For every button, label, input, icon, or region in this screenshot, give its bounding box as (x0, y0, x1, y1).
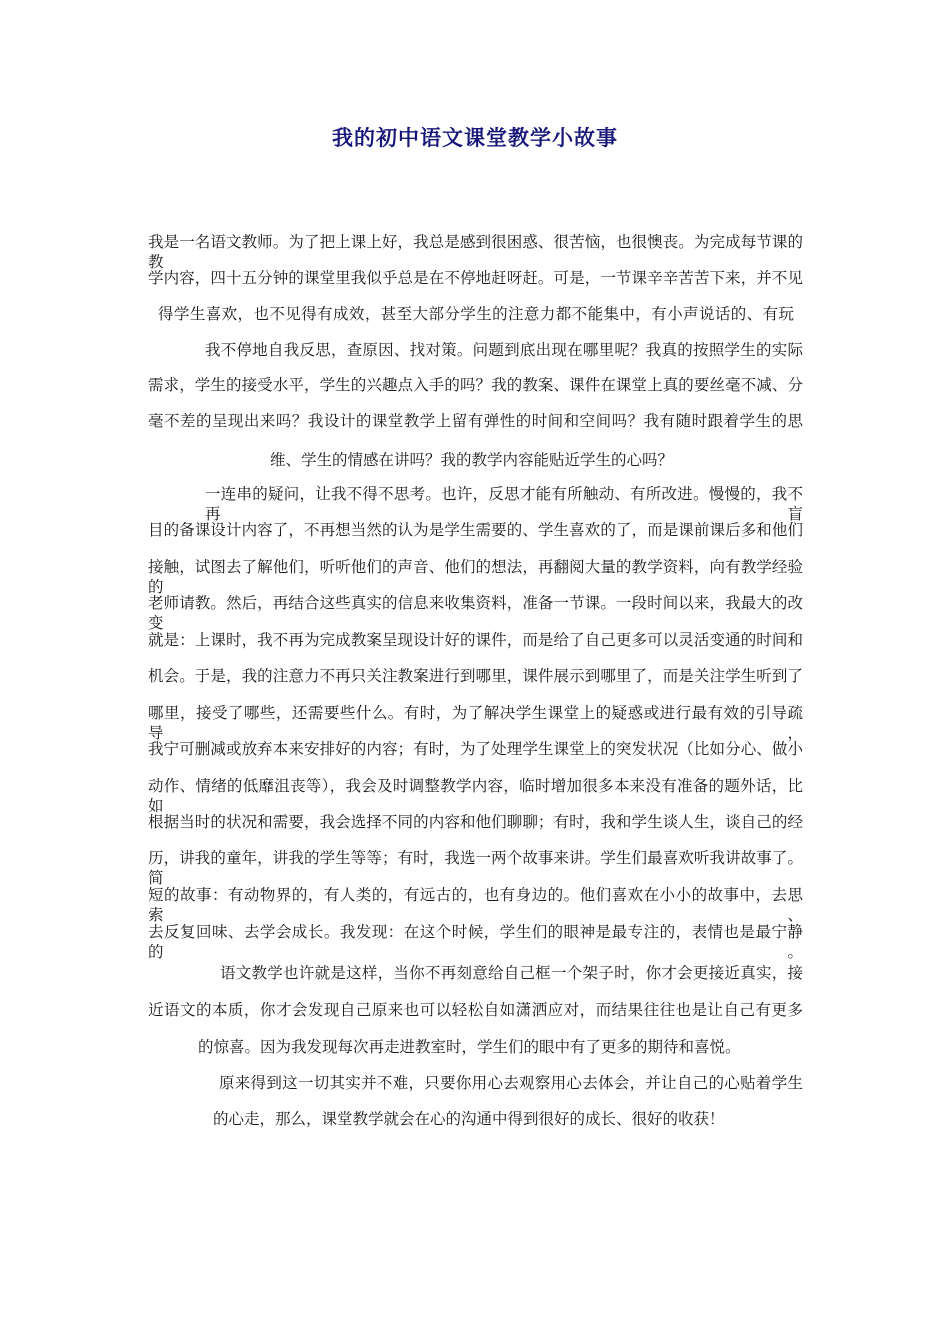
text-line: 哪里，接受了哪些，还需要些什么。有时，为了解决学生课堂上的疑惑或进行最有效的引导疏导， (148, 704, 803, 742)
document-title: 我的初中语文课堂教学小故事 (332, 126, 618, 150)
text-line: 机会。于是，我的注意力不再只关注教案进行到哪里，课件展示到哪里了，而是关注学生听到了 (148, 667, 803, 685)
text-line: 一连串的疑问，让我不得不思考。也许，反思才能有所触动、有所改进。慢慢的，我不再盲 (205, 485, 803, 523)
text-line: 动作、情绪的低靡沮丧等），我会及时调整教学内容，临时增加很多本来没有准备的题外话，比如 (148, 777, 803, 815)
text-line: 语文教学也许就是这样，当你不再刻意给自己框一个架子时，你才会更接近真实，接 (220, 964, 803, 982)
text-line: 我不停地自我反思，查原因、找对策。问题到底出现在哪里呢？我真的按照学生的实际 (205, 341, 803, 359)
text-line: 我是一名语文教师。为了把上课上好，我总是感到很困惑、很苦恼，也很懊丧。为完成每节课的教 (148, 233, 803, 271)
text-line: 的心走，那么，课堂教学就会在心的沟通中得到很好的成长、很好的收获！ (213, 1110, 725, 1128)
text-line: 去反复回味、去学会成长。我发现：在这个时候，学生们的眼神是最专注的，表情也是最宁静的。 (148, 923, 803, 961)
text-line: 维、学生的情感在讲吗？我的教学内容能贴近学生的心吗？ (270, 451, 674, 469)
text-line: 毫不差的呈现出来吗？我设计的课堂教学上留有弹性的时间和空间吗？我有随时跟着学生的思 (148, 412, 803, 430)
text-line: 近语文的本质，你才会发现自己原来也可以轻松自如潇洒应对，而结果往往也是让自己有更多 (148, 1001, 803, 1019)
text-line: 老师请教。然后，再结合这些真实的信息来收集资料，准备一节课。一段时间以来，我最大的改变 (148, 594, 803, 632)
text-line: 需求，学生的接受水平，学生的兴趣点入手的吗？我的教案、课件在课堂上真的要丝毫不减、分 (148, 376, 803, 394)
text-line: 历，讲我的童年，讲我的学生等等；有时，我选一两个故事来讲。学生们最喜欢听我讲故事了。简 (148, 849, 803, 887)
text-line: 原来得到这一切其实并不难，只要你用心去观察用心去体会，并让自己的心贴着学生 (219, 1074, 803, 1092)
text-line: 得学生喜欢，也不见得有成效，甚至大部分学生的注意力都不能集中，有小声说话的、有玩 (158, 305, 794, 323)
text-line: 接触，试图去了解他们，听听他们的声音、他们的想法，再翻阅大量的教学资料，向有教学经验的 (148, 558, 803, 596)
text-line: 的惊喜。因为我发现每次再走进教室时，学生们的眼中有了更多的期待和喜悦。 (198, 1038, 741, 1056)
text-line: 就是：上课时，我不再为完成教案呈现设计好的课件，而是给了自己更多可以灵活变通的时间和 (148, 631, 803, 649)
text-line: 短的故事：有动物界的，有人类的，有远古的，也有身边的。他们喜欢在小小的故事中，去思索、 (148, 886, 803, 924)
text-line: 根据当时的状况和需要，我会选择不同的内容和他们聊聊；有时，我和学生谈人生，谈自己的经 (148, 813, 803, 831)
text-line: 目的备课设计内容了，不再想当然的认为是学生需要的、学生喜欢的了，而是课前课后多和他们 (148, 521, 803, 539)
text-line: 学内容，四十五分钟的课堂里我似乎总是在不停地赶呀赶。可是，一节课辛辛苦苦下来，并不见 (148, 269, 803, 287)
text-line: 我宁可删减或放弃本来安排好的内容；有时，为了处理学生课堂上的突发状况（比如分心、做小 (148, 740, 803, 758)
